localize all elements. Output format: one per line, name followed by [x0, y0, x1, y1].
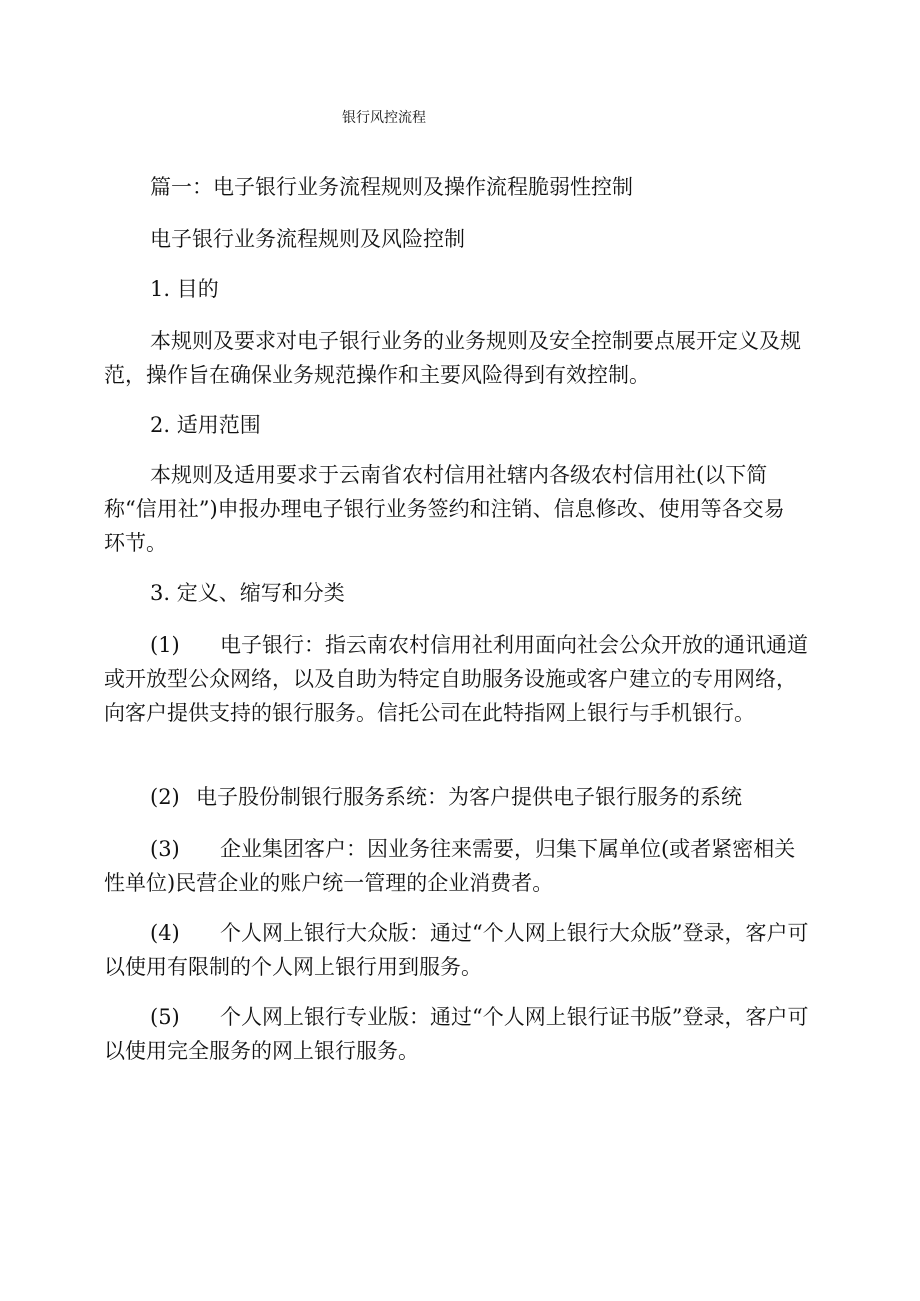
definition-item-number: (5)	[150, 1005, 180, 1029]
section-1-title: 1. 目的	[150, 277, 219, 301]
section-1-body: 本规则及要求对电子银行业务的业务规则及安全控制要点展开定义及规范，操作旨在确保业务规范操作和主要风险得到有效控制。	[104, 329, 801, 387]
definition-item-text: 电子股份制银行服务系统：为客户提供电子银行服务的系统	[196, 785, 742, 809]
definition-item-number: (3)	[150, 837, 180, 861]
section-2-body: 本规则及适用要求于云南省农村信用社辖内各级农村信用社(以下简称“信用社”)申报办理电子银行业务签约和注销、信息修改、使用等各交易环节。	[104, 463, 785, 555]
section-3-title: 3. 定义、缩写和分类	[150, 581, 345, 605]
definition-item-text: 企业集团客户：因业务往来需要，归集下属单位(或者紧密相关性单位)民营企业的账户统一管理的企业消费者。	[104, 837, 796, 895]
definition-item-5	[104, 1000, 814, 1068]
document-header-title: 银行风控流程	[342, 110, 426, 126]
definition-item-3	[104, 832, 814, 900]
definition-item-2	[104, 780, 814, 814]
definition-item-text: 电子银行：指云南农村信用社利用面向社会公众开放的通讯通道或开放型公众网络，以及自助为特定自助服务设施或客户建立的专用网络，向客户提供支持的银行服务。信托公司在此特指网上银行与手机银行。	[104, 633, 808, 725]
definition-item-text: 个人网上银行大众版：通过“个人网上银行大众版”登录，客户可以使用有限制的个人网上银行用到服务。	[104, 921, 809, 979]
definition-item-1	[104, 628, 814, 730]
section-2-title: 2. 适用范围	[150, 413, 261, 437]
heading-part-one: 篇一：电子银行业务流程规则及操作流程脆弱性控制	[150, 175, 633, 199]
definition-item-number: (2)	[150, 785, 180, 809]
definition-item-number: (1)	[150, 633, 180, 657]
definition-item-number: (4)	[150, 921, 180, 945]
heading-rules-risk-control: 电子银行业务流程规则及风险控制	[150, 227, 465, 251]
definition-item-text: 个人网上银行专业版：通过“个人网上银行证书版”登录，客户可以使用完全服务的网上银行服务。	[104, 1005, 809, 1063]
definition-item-4	[104, 916, 814, 984]
